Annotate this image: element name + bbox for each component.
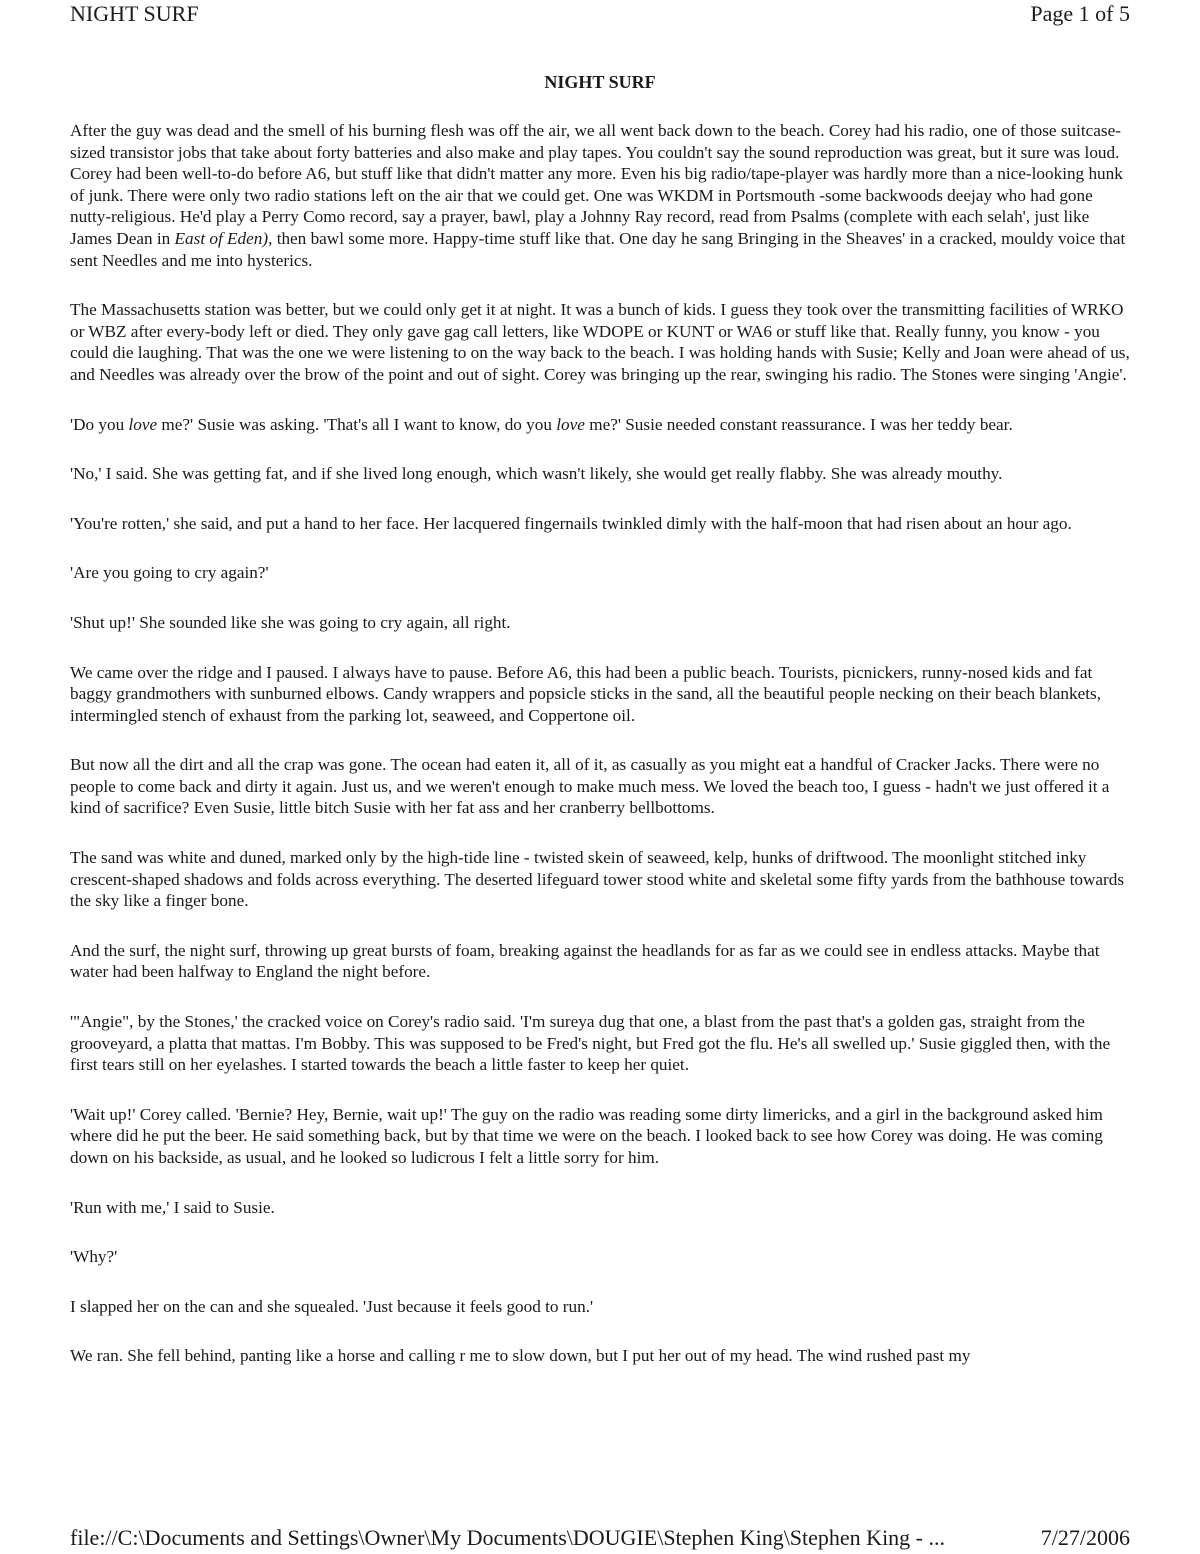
story-paragraph	[70, 463, 1130, 485]
footer-print-date: 7/27/2006	[1040, 1525, 1130, 1550]
page-indicator: Page 1 of 5	[1030, 1, 1130, 26]
story-paragraph	[70, 612, 1130, 634]
story-body	[70, 120, 1130, 1395]
footer-file-path: file://C:\Documents and Settings\Owner\My Documents\DOUGIE\Stephen King\Stephen King - ...	[70, 1525, 946, 1550]
paragraph-text: then bawl some more. Happy-time stuff like that. One day he sang Bringing in the Sheaves' in a cracked, mouldy voice that sent Needles and me into hysterics.	[70, 228, 1126, 270]
story-paragraph	[70, 1197, 1130, 1219]
paragraph-text: me?' Susie was asking. 'That's all I want to know, do you	[157, 414, 557, 434]
italic-text: love	[556, 414, 585, 434]
story-paragraph	[70, 1246, 1130, 1268]
story-paragraph	[70, 1104, 1130, 1169]
story-paragraph	[70, 1011, 1130, 1076]
header-document-title: NIGHT SURF	[70, 1, 199, 26]
italic-text: love	[128, 414, 158, 434]
paragraph-text: 'Run with me,' I said to Susie.	[70, 1197, 275, 1217]
print-header	[70, 0, 1130, 30]
paragraph-text: And the surf, the night surf, throwing up great bursts of foam, breaking against the headlands for as far as we could see in endless attacks. Maybe that water had been halfway to England the night before.	[70, 940, 1100, 982]
paragraph-text: 'Shut up!' She sounded like she was going to cry again, all right.	[70, 612, 511, 632]
paragraph-text: me?' Susie needed constant reassurance. I was her teddy bear.	[584, 414, 1013, 434]
paragraph-text: '"Angie", by the Stones,' the cracked voice on Corey's radio said. 'I'm sureya dug that one, a blast from the past that's a golden gas, straight from the grooveyard, a platta that mattas. I'm Bobby. This was supposed to be Fred's night, but Fred got the flu. He's all swelled up.' Susie giggled then, with the first tears still on her eyelashes. I started towards the beach a little faster to keep her quiet.	[70, 1012, 1111, 1075]
story-paragraph	[70, 662, 1130, 727]
paragraph-text: The sand was white and duned, marked only by the high-tide line - twisted skein of seaweed, kelp, hunks of driftwood. The moonlight stitched inky crescent-shaped shadows and folds across everything. The deserted lifeguard tower stood white and skeletal some fifty yards from the bathhouse towards the sky like a finger bone.	[70, 848, 1125, 911]
paragraph-text: 'Wait up!' Corey called. 'Bernie? Hey, Bernie, wait up!' The guy on the radio was reading some dirty limericks, and a girl in the background asked him where did he put the beer. He said something back, but by that time we were on the beach. I looked back to see how Corey was doing. He was coming down on his backside, as usual, and he looked so ludicrous I felt a little sorry for him.	[70, 1104, 1103, 1167]
paragraph-text: 'You're rotten,' she said, and put a hand to her face. Her lacquered fingernails twinkled dimly with the half-moon that had risen about an hour ago.	[70, 513, 1072, 533]
paragraph-text: 'No,' I said. She was getting fat, and if she lived long enough, which wasn't likely, she would get really flabby. She was already mouthy.	[70, 464, 1003, 484]
paragraph-text: 'Are you going to cry again?'	[70, 563, 269, 583]
paragraph-text: But now all the dirt and all the crap was gone. The ocean had eaten it, all of it, as casually as you might eat a handful of Cracker Jacks. There were no people to come back and dirty it again. Just us, and we weren't enough to make much mess. We loved the beach too, I guess - hadn't we just offered it a kind of sacrifice? Even Susie, little bitch Susie with her fat ass and her cranberry bellbottoms.	[70, 755, 1110, 818]
paragraph-text: We came over the ridge and I paused. I always have to pause. Before A6, this had been a public beach. Tourists, picnickers, runny-nosed kids and fat baggy grandmothers with sunburned elbows. Candy wrappers and popsicle sticks in the sand, all the beautiful people necking on their beach blankets, intermingled stench of exhaust from the parking lot, seaweed, and Coppertone oil.	[70, 662, 1101, 725]
story-paragraph	[70, 120, 1130, 271]
paragraph-text: 'Why?'	[70, 1247, 118, 1267]
story-title: NIGHT SURF	[544, 72, 656, 92]
paragraph-text: I slapped her on the can and she squealed. 'Just because it feels good to run.'	[70, 1296, 594, 1316]
story-paragraph	[70, 754, 1130, 819]
print-footer	[70, 1524, 1130, 1554]
paragraph-text: After the guy was dead and the smell of his burning flesh was off the air, we all went back down to the beach. Corey had his radio, one of those suitcase-sized transistor jobs that take about forty batteries and also make and play tapes. You couldn't say the sound reproduction was great, but it sure was loud. Corey had been well-to-do before A6, but stuff like that didn't matter any more. Even his big radio/tape-player was hardly more than a nice-looking hunk of junk. There were only two radio stations left on the air that we could get. One was WKDM in Portsmouth -some backwoods deejay who had gone nutty-religious. He'd play a Perry Como record, say a prayer, bawl, play a Johnny Ray record, read from Psalms (complete with each selah', just like James Dean in	[70, 121, 1123, 248]
story-paragraph	[70, 513, 1130, 535]
paragraph-text: We ran. She fell behind, panting like a horse and calling r me to slow down, but I put her out of my head. The wind rushed past my	[70, 1346, 971, 1366]
story-paragraph	[70, 847, 1130, 912]
italic-text: East of Eden),	[174, 228, 273, 248]
story-paragraph	[70, 299, 1130, 385]
story-paragraph	[70, 1296, 1130, 1318]
story-paragraph	[70, 940, 1130, 983]
story-paragraph	[70, 562, 1130, 584]
story-paragraph	[70, 1345, 1130, 1367]
paragraph-text: The Massachusetts station was better, but we could only get it at night. It was a bunch of kids. I guess they took over the transmitting facilities of WRKO or WBZ after every-body left or died. They only gave gag call letters, like WDOPE or KUNT or WA6 or stuff like that. Really funny, you know - you could die laughing. That was the one we were listening to on the way back to the beach. I was holding hands with Susie; Kelly and Joan were ahead of us, and Needles was already over the brow of the point and out of sight. Corey was bringing up the rear, swinging his radio. The Stones were singing 'Angie'.	[70, 300, 1130, 384]
story-paragraph	[70, 414, 1130, 436]
paragraph-text: 'Do you	[70, 414, 129, 434]
